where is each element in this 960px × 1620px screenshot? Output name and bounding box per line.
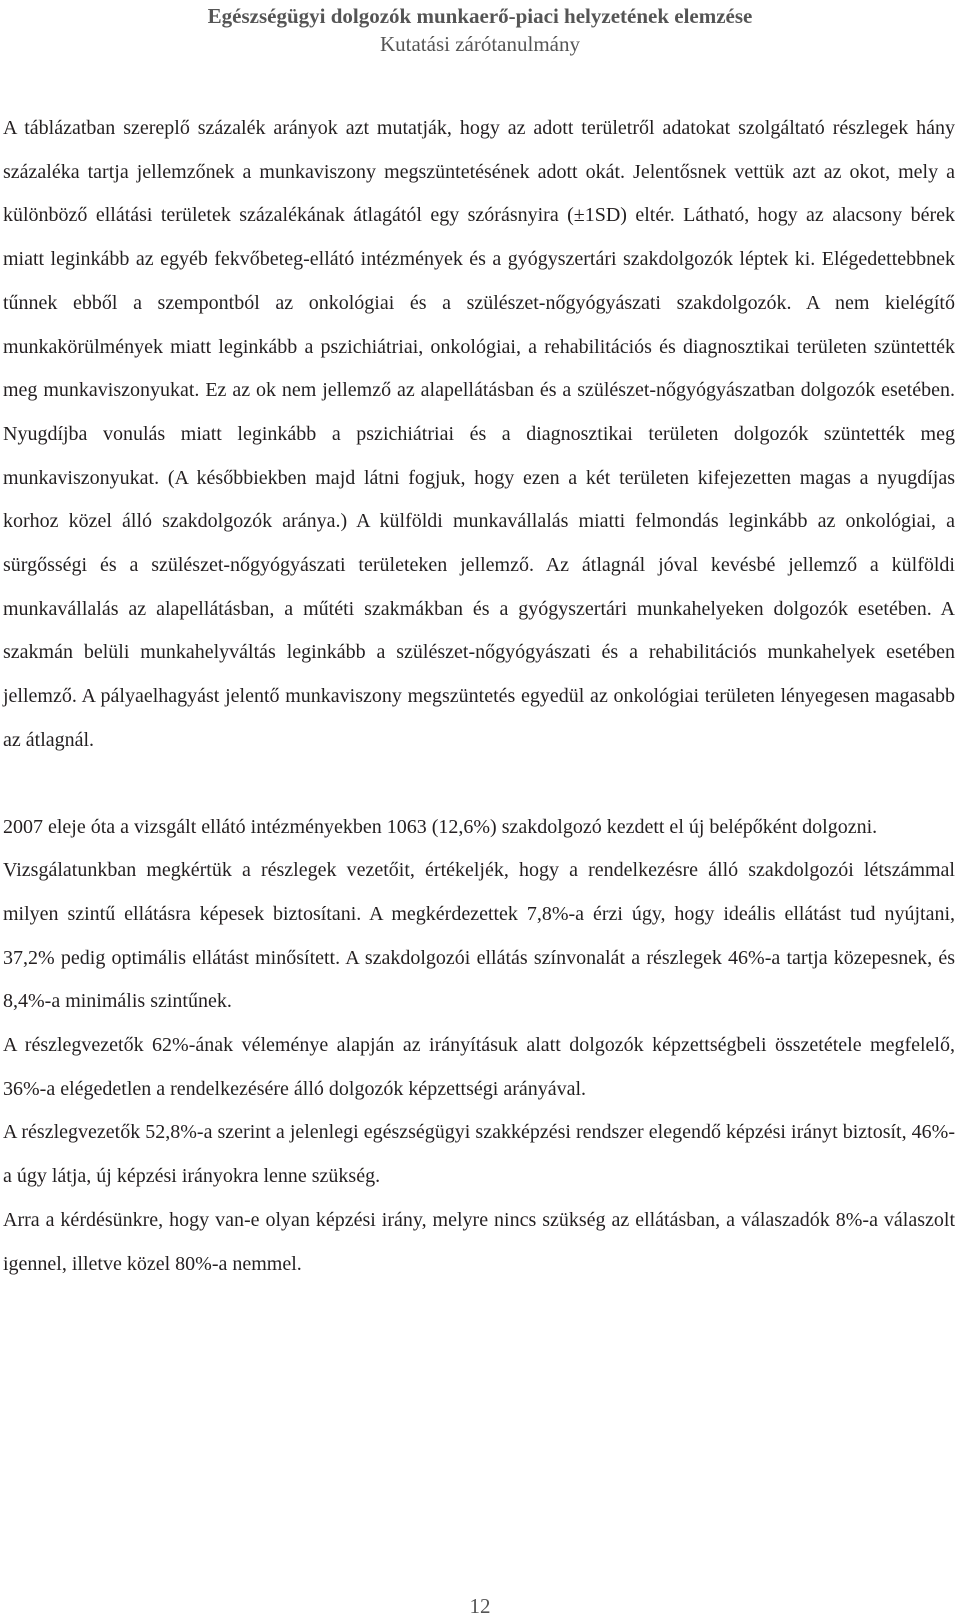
body-text — [3, 107, 955, 1286]
paragraph-training-system: A részlegvezetők 52,8%-a szerint a jelenlegi egészségügyi szakképzési rendszer elegendő képzési irányt biztosít, 46%-a úgy látja, új képzési irányokra lenne szükség. — [3, 1121, 955, 1188]
paragraph-new-entrants: 2007 eleje óta a vizsgált ellátó intézményekben 1063 (12,6%) szakdolgozó kezdett el új belépőként dolgozni. — [3, 815, 878, 838]
paragraph-table-interpretation: A táblázatban szereplő százalék arányok azt mutatják, hogy az adott területről adatokat szolgáltató részlegek hány százaléka tartja jellemzőnek a munkaviszony megszüntetésének adott okát. Jelentősnek vettük azt az okot, mely a különböző ellátási területek százalékának átlagától egy szórásnyira (±1SD) eltér. Látható, hogy az alacsony bérek miatt leginkább az egyéb fekvőbeteg-ellátó intézmények és a gyógyszertári szakdolgozók léptek ki. Elégedettebbnek tűnnek ebből a szempontból az onkológiai és a szülészet-nőgyógyászati szakdolgozók. A nem kielégítő munkakörülmények miatt leginkább a pszichiátriai, onkológiai, a rehabilitációs és diagnosztikai területen szüntették meg munkaviszonyukat. Ez az ok nem jellemző az alapellátásban és a szülészet-nőgyógyászatban dolgozók esetében. Nyugdíjba vonulás miatt leginkább a pszichiátriai és a diagnosztikai területen dolgozók szüntették meg munkaviszonyukat. (A későbbiekben majd látni fogjuk, hogy ezen a két területen kifejezetten magas a nyugdíjas korhoz közel álló szakdolgozók aránya.) A külföldi munkavállalás miatti felmondás leginkább az onkológiai, a sürgősségi és a szülészet-nőgyógyászati területeken jellemző. Az átlagnál jóval kevésbé jellemző a külföldi munkavállalás az alapellátásban, a műtéti szakmákban és a gyógyszertári munkahelyeken dolgozók esetében. A szakmán belüli munkahelyváltás leginkább a szülészet-nőgyógyászati és a rehabilitációs munkahelyek esetében jellemző. A pályaelhagyást jelentő munkaviszony megszüntetés egyedül az onkológiai területen lényegesen magasabb az átlagnál. — [3, 117, 955, 751]
paragraph-qualification-mix: A részlegvezetők 62%-ának véleménye alapján az irányításuk alatt dolgozók képzettségbeli összetétele megfelelő, 36%-a elégedetlen a rendelkezésére álló dolgozók képzettségi arányával. — [3, 1034, 955, 1100]
document-title: Egészségügyi dolgozók munkaerő-piaci helyzetének elemzése — [207, 4, 753, 28]
paragraph-unneeded-training: Arra a kérdésünkre, hogy van-e olyan képzési irány, melyre nincs szükség az ellátásban, a válaszadók 8%-a válaszolt igennel, illetve közel 80%-a nemmel. — [3, 1208, 955, 1275]
document-subtitle: Kutatási zárótanulmány — [379, 32, 580, 56]
paragraph-care-level: Vizsgálatunkban megkértük a részlegek vezetőit, értékeljék, hogy a rendelkezésre álló szakdolgozói létszámmal milyen szintű ellátásra képesek biztosítani. A megkérdezettek 7,8%-a érzi úgy, hogy ideális ellátást tud nyújtani, 37,2% pedig optimális ellátást minősített. A szakdolgozói ellátás színvonalát a részlegek 46%-a tartja közepesnek, és 8,4%-a minimális szintűnek. — [3, 859, 955, 1013]
running-header — [0, 2, 960, 58]
page-number: 12 — [469, 1594, 491, 1618]
